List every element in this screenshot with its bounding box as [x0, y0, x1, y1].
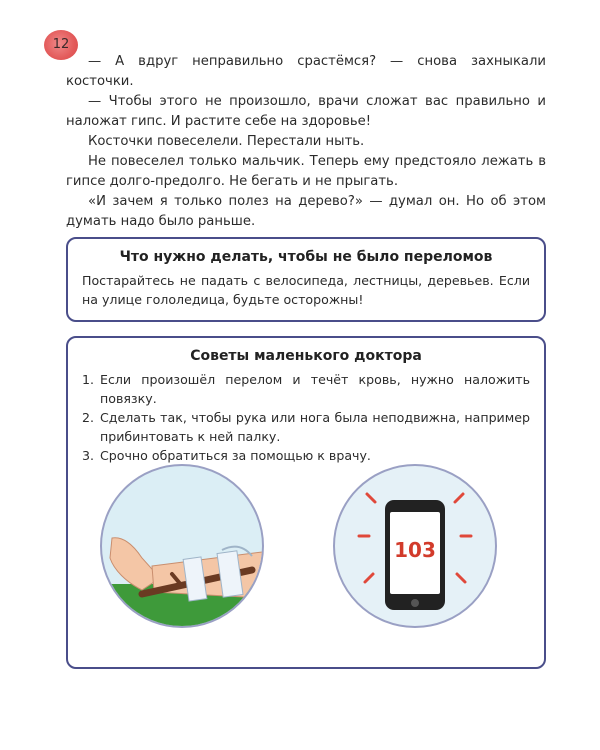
story-paragraph: — А вдруг неправильно срастёмся? — снова захныкали косточки. — [66, 54, 546, 89]
phone-illustration — [333, 464, 497, 628]
story-paragraph: Косточки повеселели. Перестали ныть. — [88, 134, 365, 149]
list-item-number: 3. — [82, 448, 95, 463]
list-item-number: 2. — [82, 410, 95, 425]
list-item-number: 1. — [82, 372, 95, 387]
bandaged-leg-illustration — [100, 464, 264, 628]
prevention-title: Что нужно делать, чтобы не было переломов — [119, 249, 493, 265]
story-paragraph: — Чтобы этого не произошло, врачи сложат вас правильно и наложат гипс. И растите себе на здоровье! — [66, 94, 546, 129]
story-text — [66, 52, 546, 232]
list-item-text: Сделать так, чтобы рука или нога была неподвижна, например прибинтовать к ней палку. — [100, 410, 530, 444]
doctor-tips-list — [82, 370, 530, 465]
phone-home-button — [411, 599, 419, 607]
list-item — [82, 370, 530, 408]
emergency-number: 103 — [394, 538, 436, 562]
prevention-text: Постарайтесь не падать с велосипеда, лестницы, деревьев. Если на улице гололедица, будьте осторожны! — [82, 273, 530, 307]
story-paragraph: «И зачем я только полез на дерево?» — думал он. Но об этом думать надо было раньше. — [66, 194, 546, 229]
phone-screen — [390, 512, 440, 594]
leg-splint-icon — [102, 466, 262, 626]
list-item-text: Если произошёл перелом и течёт кровь, нужно наложить повязку. — [100, 372, 530, 406]
list-item — [82, 408, 530, 446]
list-item-text: Срочно обратиться за помощью к врачу. — [100, 448, 371, 463]
doctor-tips-title: Советы маленького доктора — [190, 348, 422, 364]
list-item — [82, 446, 530, 465]
page-number-badge: 12 — [44, 30, 78, 60]
phone-icon — [385, 500, 445, 610]
prevention-box — [66, 237, 546, 322]
story-paragraph: Не повеселел только мальчик. Теперь ему предстояло лежать в гипсе долго-предолго. Не бегать и не прыгать. — [66, 154, 546, 189]
